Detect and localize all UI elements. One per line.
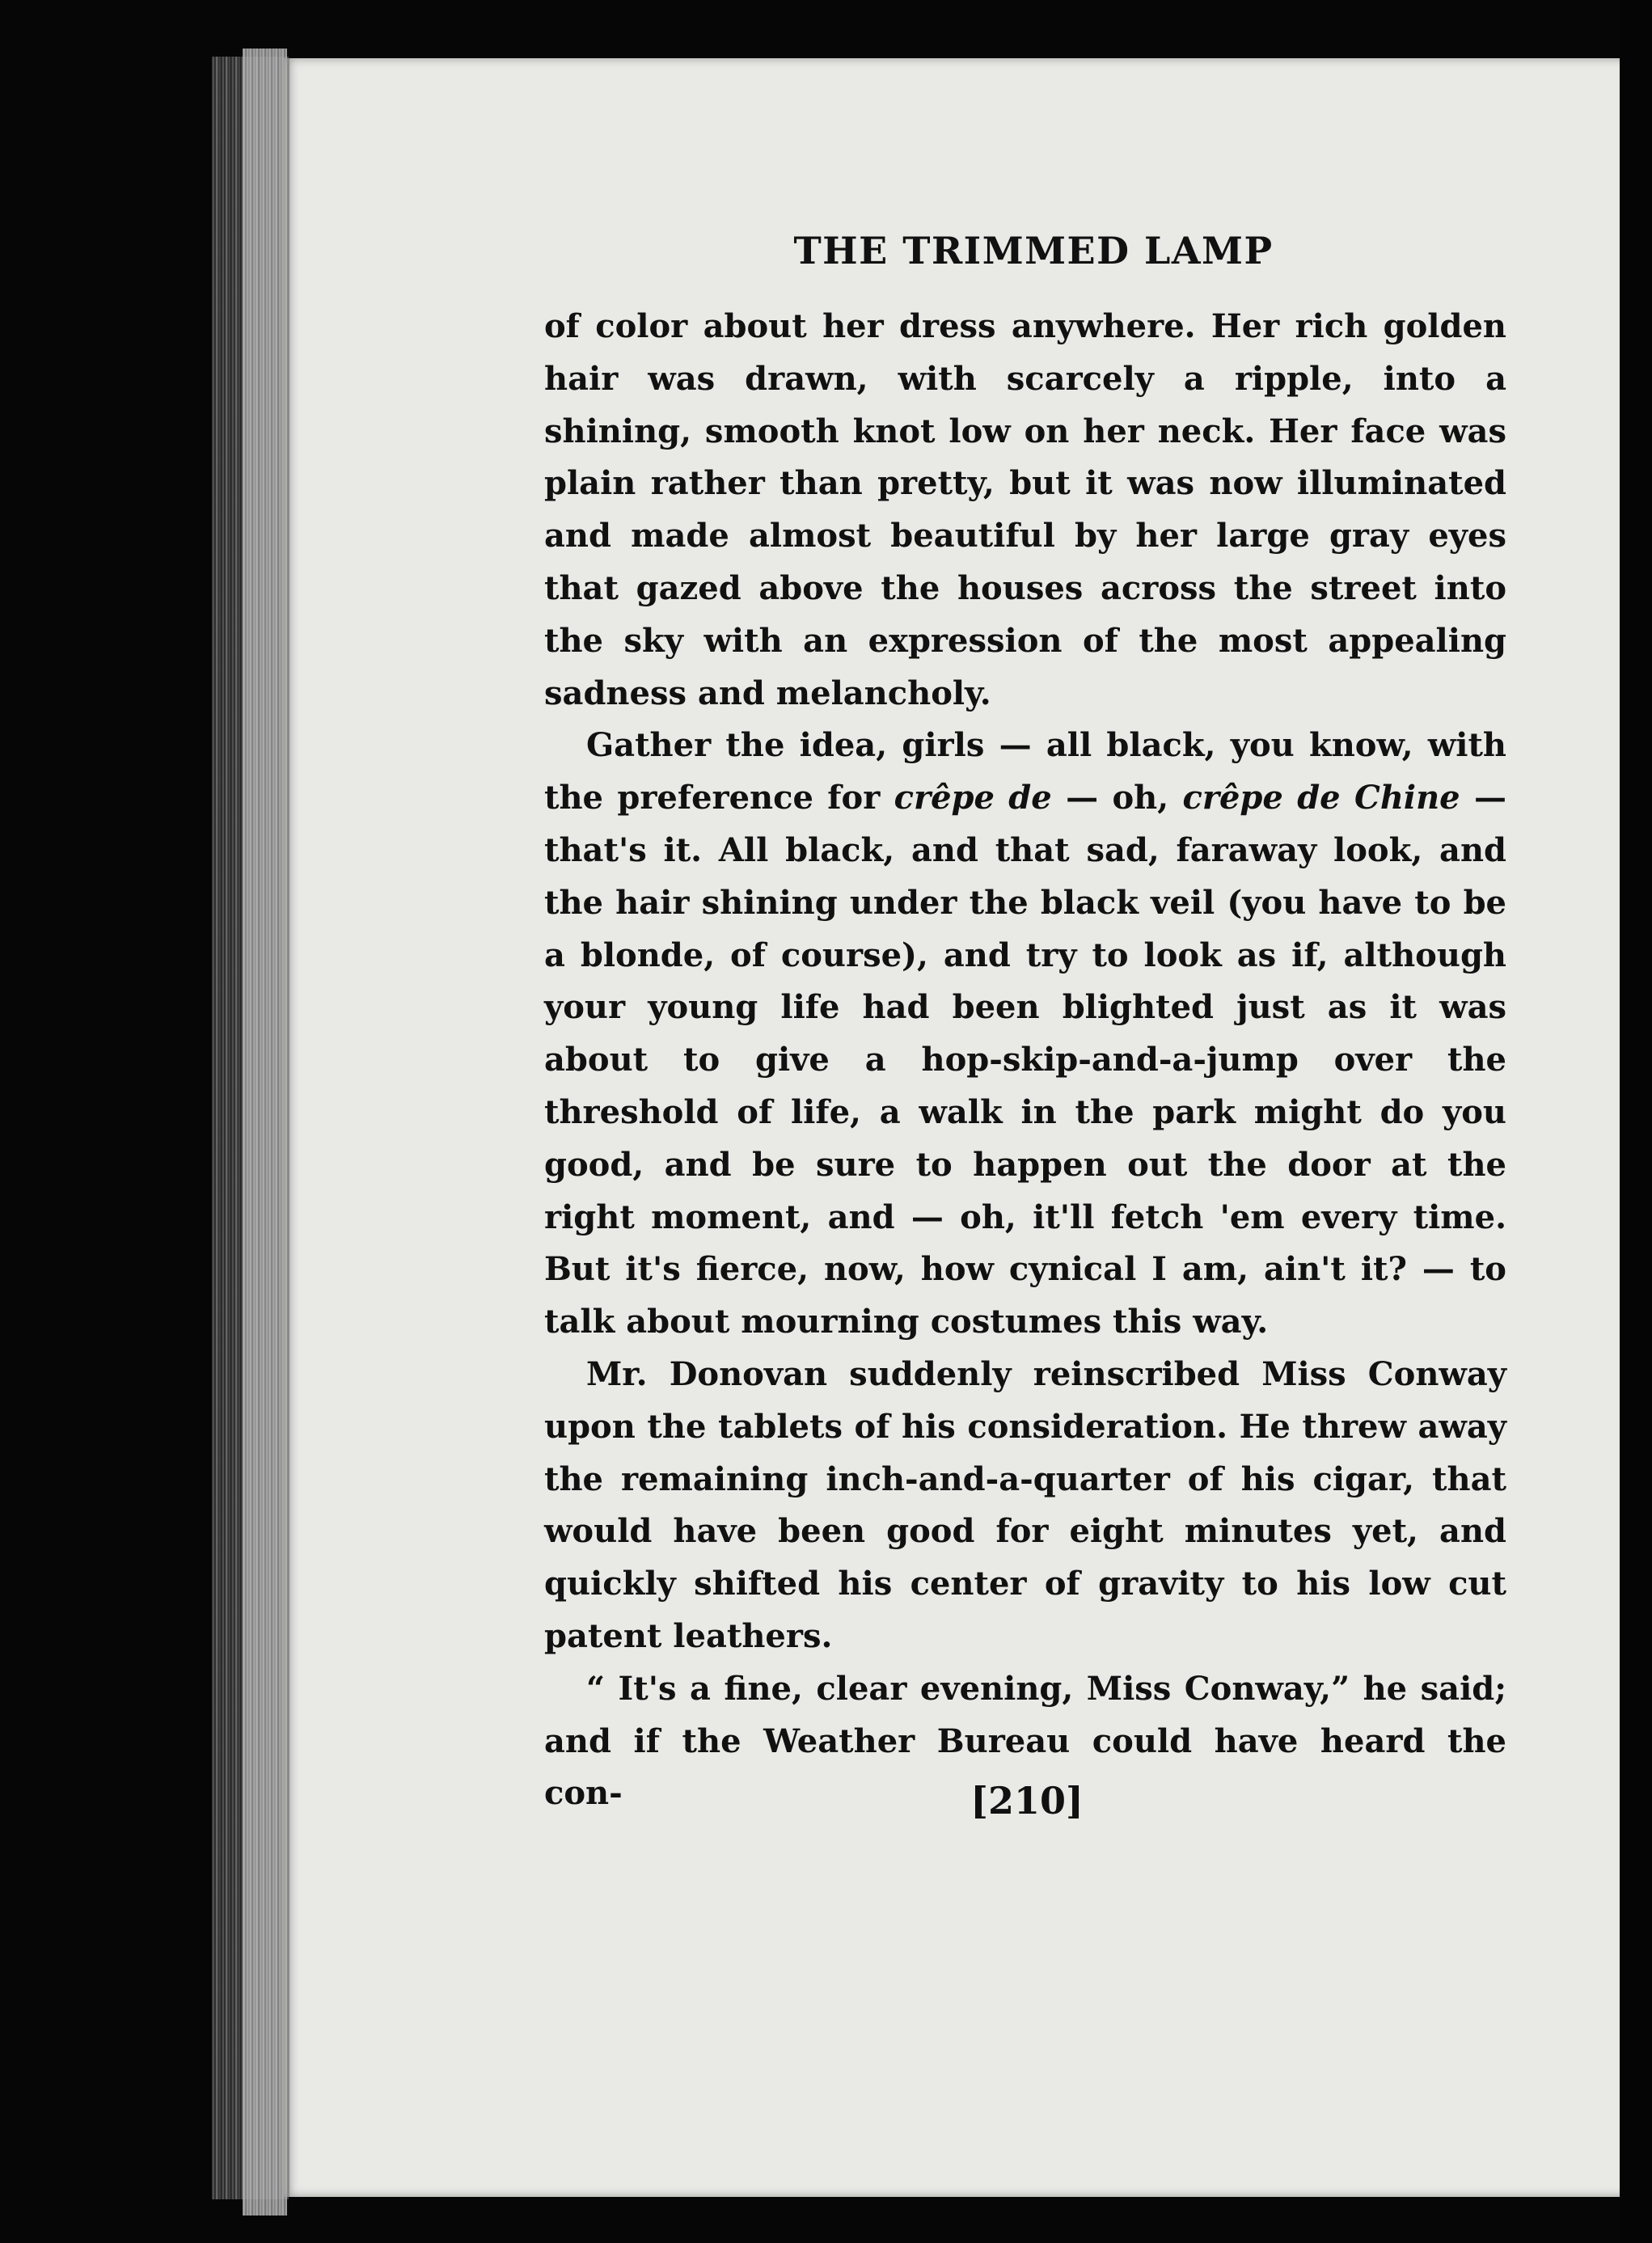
text-run: of color about her dress anywhere. Her rich golden hair was drawn, with scarcely a ripple, into a shining, smooth knot low on her neck. Her face was plain rather than pretty, but it was now illuminated and made almost beautiful by her large gray eyes that gazed above the houses across the street into the sky with an expression of the most appealing sadness and melancholy. bbox=[544, 307, 1506, 712]
paragraph bbox=[544, 301, 1506, 720]
text-run: Gather the idea, girls — all black, you know, with the preference for bbox=[544, 726, 1506, 817]
running-head: THE TRIMMED LAMP bbox=[793, 229, 1274, 272]
book-page-edges-light bbox=[243, 49, 287, 2216]
paragraph bbox=[544, 1349, 1506, 1663]
scan-right-edge bbox=[1620, 0, 1652, 2243]
paragraph bbox=[544, 720, 1506, 1349]
text-run: — that's it. All black, and that sad, faraway look, and the hair shining under the black veil (you have to be a blonde, of course), and try to look as if, although your young life had been blighted just as it was about to give a hop-skip-and-a-jump over the threshold of life, a walk in the park might do you good, and be sure to happen out the door at the right moment, and — oh, it'll fetch 'em every time. But it's fierce, now, how cynical I am, ain't it? — to talk about mourning costumes this way. bbox=[544, 779, 1507, 1341]
body-text bbox=[544, 301, 1506, 1820]
italic-text: crêpe de bbox=[894, 779, 1052, 817]
page-number: [210] bbox=[970, 1779, 1084, 1823]
italic-text: crêpe de Chine bbox=[1182, 779, 1460, 817]
text-run: “ It's a fine, clear evening, Miss Conway,” he said; and if the Weather Bureau could have heard the con- bbox=[544, 1669, 1506, 1813]
text-run: Mr. Donovan suddenly reinscribed Miss Conway upon the tablets of his consideration. He threw away the remaining inch-and-a-quarter of his cigar, that would have been good for eight minutes yet, and quickly shifted his center of gravity to his low cut patent leathers. bbox=[544, 1354, 1506, 1655]
page-gutter-line bbox=[287, 58, 289, 2197]
text-run: — oh, bbox=[1051, 779, 1183, 817]
